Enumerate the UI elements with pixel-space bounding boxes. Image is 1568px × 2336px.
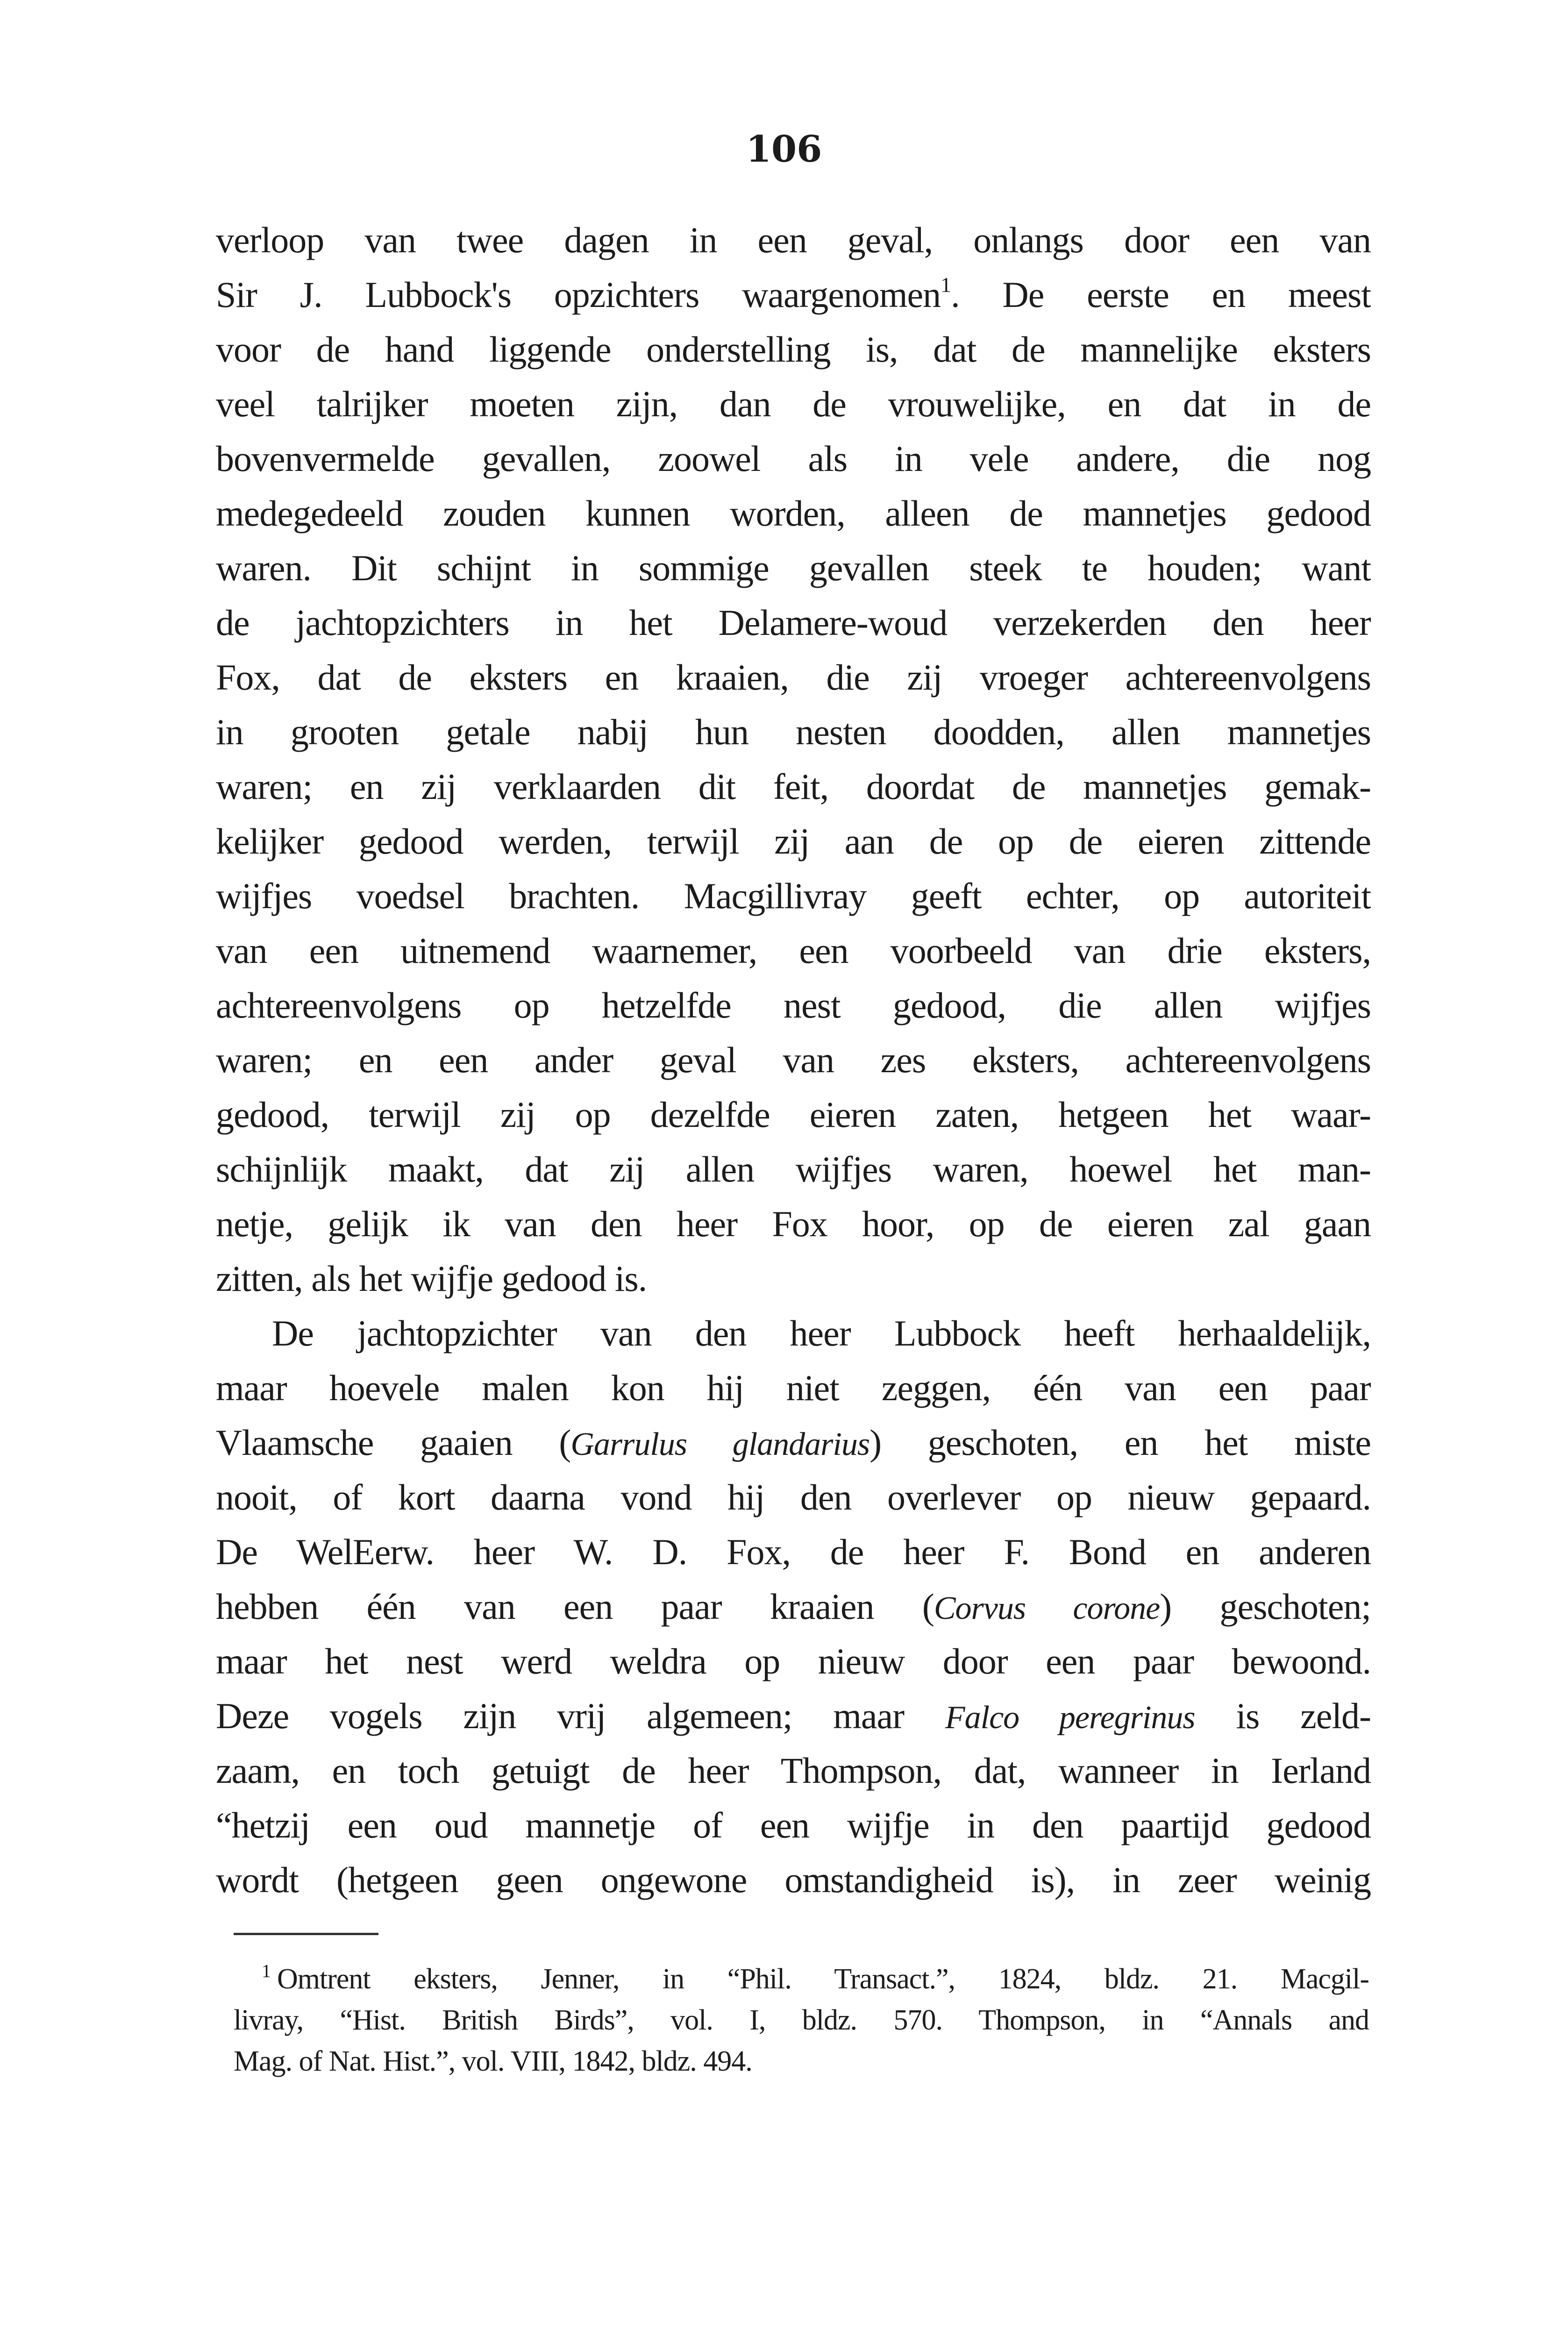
footnote-line xyxy=(234,2041,1369,2082)
line-text: netje, gelijk ik van den heer Fox hoor, op de eieren zal gaan xyxy=(216,1204,1371,1244)
text-line xyxy=(216,1470,1371,1524)
line-text: veel talrijker moeten zijn, dan de vrouwelijke, en dat in de xyxy=(216,384,1371,424)
footnote-reference[interactable]: 1 xyxy=(941,273,951,297)
line-text-continued: ) geschoten, en het miste xyxy=(870,1422,1371,1463)
text-line xyxy=(216,267,1371,322)
text-line xyxy=(216,377,1371,431)
species-name: Garrulus glandarius xyxy=(570,1426,870,1462)
line-text-continued: is zeld- xyxy=(1195,1695,1371,1736)
line-text: verloop van twee dagen in een geval, onlangs door een van xyxy=(216,220,1371,260)
line-text: Sir J. Lubbock's opzichters waargenomen xyxy=(216,274,941,315)
line-text: gedood, terwijl zij op dezelfde eieren zaten, hetgeen het waar- xyxy=(216,1094,1371,1135)
line-text: kelijker gedood werden, terwijl zij aan de op de eieren zittende xyxy=(216,821,1371,862)
text-line xyxy=(216,1688,1371,1743)
footnote-marker: 1 xyxy=(262,1960,271,1981)
footnote-text: Omtrent eksters, Jenner, in “Phil. Transact.”, 1824, bldz. 21. Macgil- xyxy=(277,1963,1369,1995)
text-line xyxy=(216,541,1371,595)
text-line xyxy=(216,1360,1371,1415)
page-number: 106 xyxy=(746,128,822,171)
species-name: Falco peregrinus xyxy=(945,1700,1195,1736)
text-line xyxy=(216,650,1371,705)
line-text-continued: ) geschoten; xyxy=(1160,1586,1371,1627)
footnotes xyxy=(234,1959,1369,2082)
line-text: maar hoevele malen kon hij niet zeggen, één van een paar xyxy=(216,1367,1371,1408)
line-text: waren; en een ander geval van zes eksters, achtereenvolgens xyxy=(216,1040,1371,1080)
text-line xyxy=(216,213,1371,267)
footnote-rule xyxy=(234,1933,378,1935)
text-line xyxy=(216,978,1371,1033)
text-line xyxy=(216,1798,1371,1852)
line-text: hebben één van een paar kraaien ( xyxy=(216,1586,934,1627)
text-line xyxy=(216,431,1371,486)
line-text: medegedeeld zouden kunnen worden, alleen de mannetjes gedood xyxy=(216,493,1371,534)
text-line xyxy=(216,1524,1371,1579)
line-text: Deze vogels zijn vrij algemeen; maar xyxy=(216,1695,945,1736)
line-text: zaam, en toch getuigt de heer Thompson, dat, wanneer in Ierland xyxy=(216,1750,1371,1791)
line-text: achtereenvolgens op hetzelfde nest gedood, die allen wijfjes xyxy=(216,985,1371,1026)
line-text: voor de hand liggende onderstelling is, dat de mannelijke eksters xyxy=(216,329,1371,370)
text-line xyxy=(216,1306,1371,1360)
line-text: waren. Dit schijnt in sommige gevallen steek te houden; want xyxy=(216,548,1371,588)
text-line xyxy=(216,322,1371,377)
line-text: “hetzij een oud mannetje of een wijfje in den paartijd gedood xyxy=(216,1805,1371,1845)
line-text: Fox, dat de eksters en kraaien, die zij vroeger achtereenvolgens xyxy=(216,657,1371,698)
species-name: Corvus corone xyxy=(934,1590,1160,1626)
text-line xyxy=(216,1142,1371,1196)
line-text: wijfjes voedsel brachten. Macgillivray geeft echter, op autoriteit xyxy=(216,876,1371,916)
line-text: van een uitnemend waarnemer, een voorbeeld van drie eksters, xyxy=(216,930,1371,971)
text-line xyxy=(216,1196,1371,1251)
text-line xyxy=(216,869,1371,923)
text-line xyxy=(216,595,1371,650)
line-text: maar het nest werd weldra op nieuw door een paar bewoond. xyxy=(216,1641,1371,1681)
line-text: in grooten getale nabij hun nesten doodden, allen mannetjes xyxy=(216,712,1371,752)
text-line xyxy=(216,1634,1371,1688)
line-text: zitten, als het wijfje gedood is. xyxy=(216,1258,647,1299)
text-line xyxy=(216,1251,1371,1306)
line-text: bovenvermelde gevallen, zoowel als in vele andere, die nog xyxy=(216,438,1371,479)
text-line xyxy=(216,705,1371,759)
text-line xyxy=(216,1743,1371,1798)
text-line xyxy=(216,486,1371,541)
footnote-line xyxy=(234,1959,1369,2000)
footnote-line xyxy=(234,2000,1369,2041)
line-text-continued: . De eerste en meest xyxy=(951,274,1371,315)
line-text: de jachtopzichters in het Delamere-woud verzekerden den heer xyxy=(216,602,1371,643)
footnote-text: livray, “Hist. British Birds”, vol. I, bldz. 570. Thompson, in “Annals and xyxy=(234,2004,1369,2036)
text-line xyxy=(216,1415,1371,1470)
line-text: waren; en zij verklaarden dit feit, doordat de mannetjes gemak- xyxy=(216,766,1371,807)
line-text: De jachtopzichter van den heer Lubbock heeft herhaaldelijk, xyxy=(272,1313,1371,1353)
text-line xyxy=(216,759,1371,814)
body-text xyxy=(216,213,1371,1907)
text-line xyxy=(216,1087,1371,1142)
text-line xyxy=(216,1579,1371,1634)
text-line xyxy=(216,814,1371,869)
text-line xyxy=(216,1033,1371,1087)
footnote-text: Mag. of Nat. Hist.”, vol. VIII, 1842, bldz. 494. xyxy=(234,2045,752,2077)
line-text: wordt (hetgeen geen ongewone omstandigheid is), in zeer weinig xyxy=(216,1859,1371,1900)
text-line xyxy=(216,1852,1371,1907)
line-text: Vlaamsche gaaien ( xyxy=(216,1422,571,1463)
text-line xyxy=(216,923,1371,978)
line-text: schijnlijk maakt, dat zij allen wijfjes waren, hoewel het man- xyxy=(216,1149,1371,1189)
line-text: nooit, of kort daarna vond hij den overlever op nieuw gepaard. xyxy=(216,1477,1371,1517)
line-text: De WelEerw. heer W. D. Fox, de heer F. Bond en anderen xyxy=(216,1531,1371,1572)
